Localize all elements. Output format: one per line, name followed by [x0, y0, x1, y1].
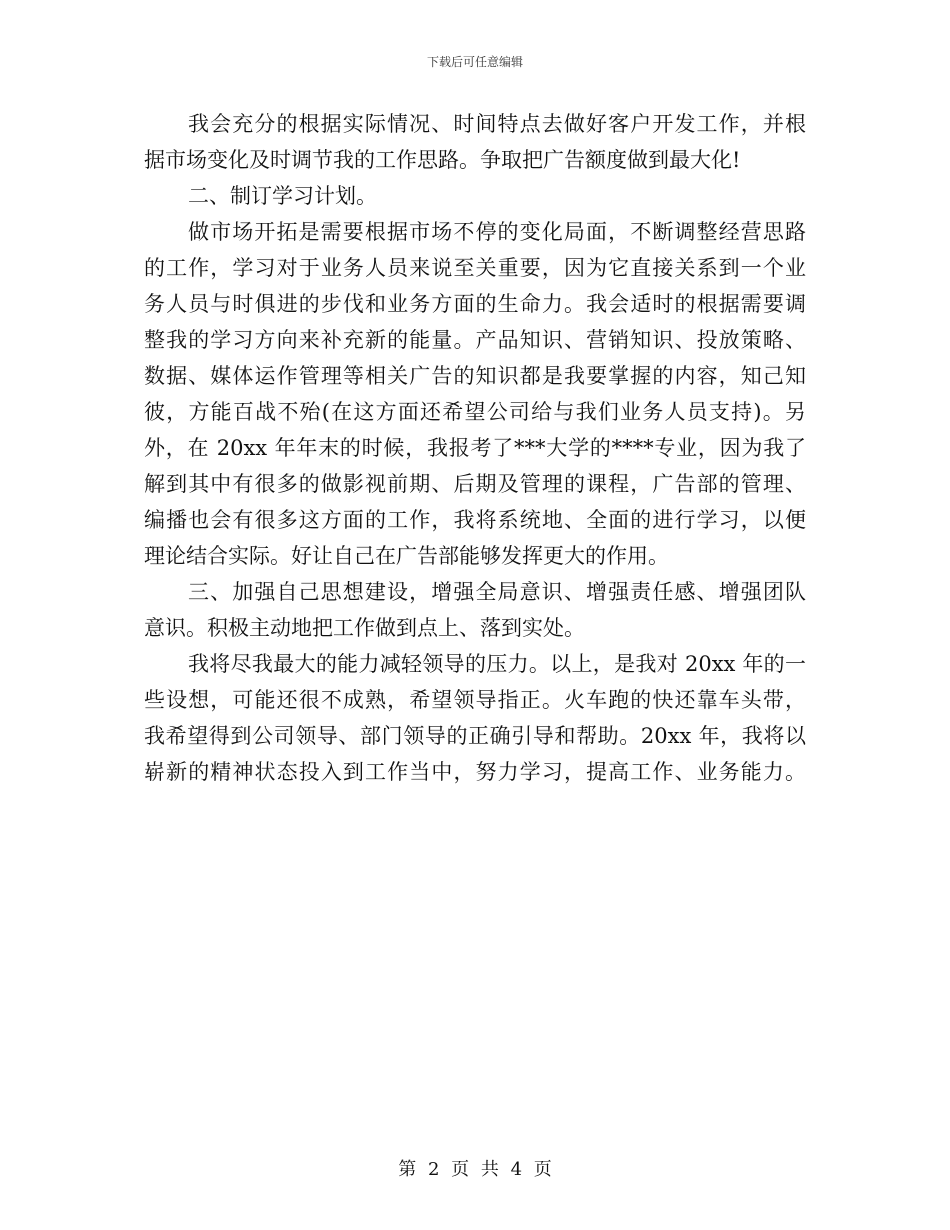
paragraph-3-line-8: 解到其中有很多的做影视前期、后期及管理的课程，广告部的管理、: [144, 472, 806, 496]
paragraph-3-line-10: 理论结合实际。好让自己在广告部能够发挥更大的作用。: [144, 544, 669, 568]
paragraph-1-line-1: 我会充分的根据实际情况、时间特点去做好客户开发工作，并根: [188, 112, 806, 136]
paragraph-5-line-2: 些设想，可能还很不成熟，希望领导指正。火车跑的快还靠车头带，: [144, 688, 806, 712]
paragraph-4-line-2: 意识。积极主动地把工作做到点上、落到实处。: [144, 616, 585, 640]
document-body: [144, 106, 806, 790]
paragraph-5-line-4: 崭新的精神状态投入到工作当中，努力学习，提高工作、业务能力。: [144, 760, 806, 784]
paragraph-3-line-2: 的工作，学习对于业务人员来说至关重要，因为它直接关系到一个业: [144, 256, 806, 280]
page-header-note: 下载后可任意编辑: [426, 55, 523, 69]
section-heading-study-plan: 二、制订学习计划。: [188, 184, 377, 208]
paragraph-5-line-3: 我希望得到公司领导、部门领导的正确引导和帮助。20xx 年，我将以: [144, 724, 806, 748]
paragraph-1-line-2: 据市场变化及时调节我的工作思路。争取把广告额度做到最大化!: [144, 148, 741, 172]
paragraph-3-line-6: 彼，方能百战不殆(在这方面还希望公司给与我们业务人员支持)。另: [144, 400, 806, 424]
page-number-footer: 第 2 页 共 4 页: [398, 1159, 552, 1180]
paragraph-3-line-1: 做市场开拓是需要根据市场不停的变化局面，不断调整经营思路: [188, 220, 806, 244]
paragraph-3-line-7: 外，在 20xx 年年末的时候，我报考了***大学的****专业，因为我了: [144, 436, 806, 460]
paragraph-4-line-1: 三、加强自己思想建设，增强全局意识、增强责任感、增强团队: [188, 580, 806, 604]
paragraph-5-line-1: 我将尽我最大的能力减轻领导的压力。以上，是我对 20xx 年的一: [188, 652, 806, 676]
paragraph-3-line-5: 数据、媒体运作管理等相关广告的知识都是我要掌握的内容，知己知: [144, 364, 806, 388]
paragraph-3-line-3: 务人员与时俱进的步伐和业务方面的生命力。我会适时的根据需要调: [144, 292, 806, 316]
paragraph-3-line-4: 整我的学习方向来补充新的能量。产品知识、营销知识、投放策略、: [144, 328, 806, 352]
paragraph-3-line-9: 编播也会有很多这方面的工作，我将系统地、全面的进行学习，以便: [144, 508, 806, 532]
